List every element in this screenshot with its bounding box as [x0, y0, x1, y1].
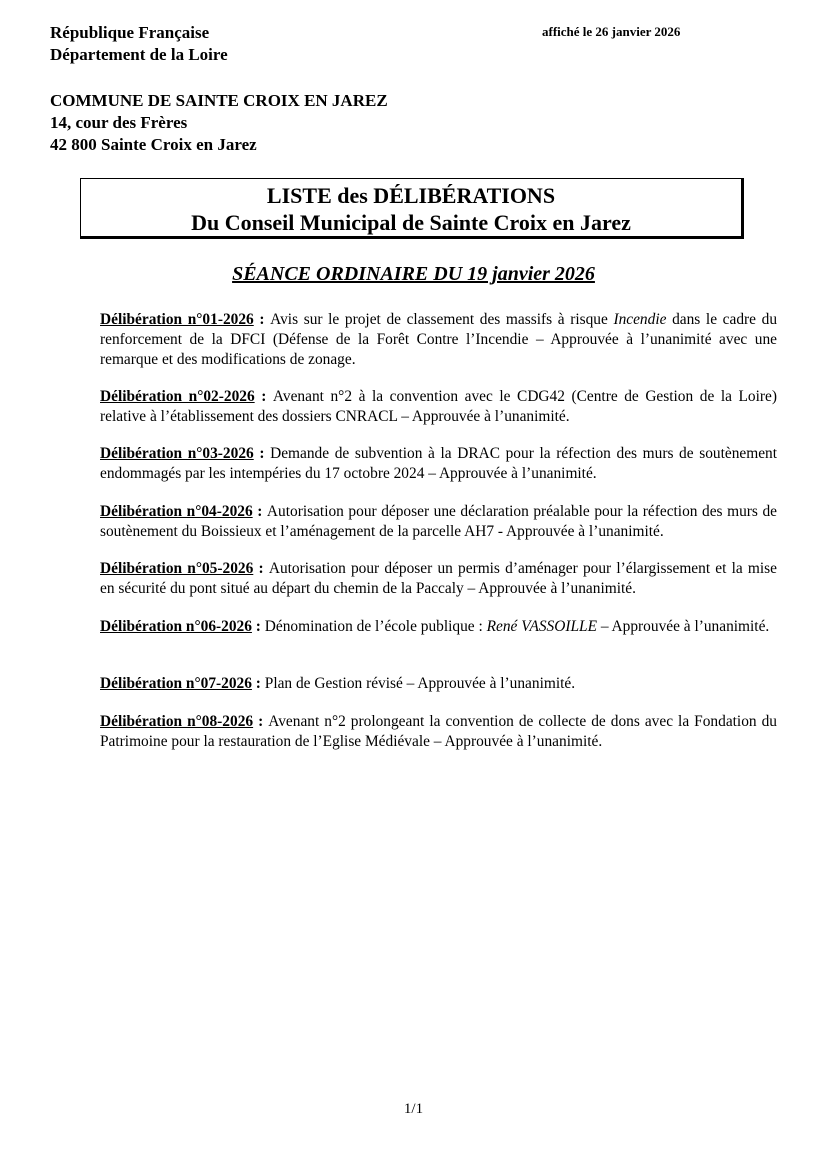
title-box — [80, 178, 744, 239]
deliberation-text-italic: Incendie — [613, 311, 667, 328]
deliberation-item: Délibération n°07-2026 : Plan de Gestion révisé – Approuvée à l’unanimité. — [100, 675, 576, 692]
header-line-republic: République Française — [50, 23, 210, 42]
deliberation-text: Plan de Gestion révisé – Approuvée à l’unanimité. — [264, 675, 576, 692]
deliberation-text: Avenant n°2 prolongeant la convention de collecte de dons avec la Fondation du Patrimoine pour la restauration de l’Eglise Médiévale – Approuvée à l’unanimité. — [100, 713, 777, 750]
deliberation-label: Délibération n°06-2026 — [100, 618, 252, 635]
deliberation-item: Délibération n°02-2026 : Avenant n°2 à la convention avec le CDG42 (Centre de Gestion de la Loire) relative à l’établissement des dossiers CNRACL – Approuvée à l’unanimité. — [100, 388, 777, 425]
posted-date: affiché le 26 janvier 2026 — [542, 24, 681, 39]
deliberation-item: Délibération n°01-2026 : Avis sur le projet de classement des massifs à risque Incendie dans le cadre du renforcement de la DFCI (Défense de la Forêt Contre l’Incendie – Approuvée à l’unanimité avec une remarque et des modifications de zonage. — [100, 311, 778, 368]
deliberation-item: Délibération n°08-2026 : Avenant n°2 prolongeant la convention de collecte de dons avec la Fondation du Patrimoine pour la restauration de l’Eglise Médiévale – Approuvée à l’unanimité. — [100, 713, 777, 750]
deliberation-text: Dénomination de l’école publique : — [264, 618, 487, 635]
deliberation-text: Autorisation pour déposer un permis d’aménager pour l’élargissement et la mise en sécurité du pont situé au départ du chemin de la Paccaly – Approuvée à l’unanimité. — [100, 560, 777, 597]
deliberation-text: Demande de subvention à la DRAC pour la réfection des murs de soutènement endommagés par les intempéries du 17 octobre 2024 – Approuvée à l’unanimité. — [100, 445, 777, 482]
deliberation-label: Délibération n°08-2026 — [100, 713, 254, 730]
page-number: 1/1 — [403, 1101, 424, 1117]
deliberation-item: Délibération n°05-2026 : Autorisation pour déposer un permis d’aménager pour l’élargissement et la mise en sécurité du pont situé au départ du chemin de la Paccaly – Approuvée à l’unanimité. — [100, 560, 777, 597]
deliberation-label: Délibération n°05-2026 — [100, 560, 254, 577]
deliberation-text-italic: René VASSOILLE — [486, 618, 598, 635]
deliberation-label: Délibération n°01-2026 — [100, 311, 254, 328]
deliberation-item: Délibération n°04-2026 : Autorisation pour déposer une déclaration préalable pour la réfection des murs de soutènement du Boissieux et l’aménagement de la parcelle AH7 - Approuvée à l’unanimité. — [100, 503, 777, 540]
deliberation-text: Avenant n°2 à la convention avec le CDG42 (Centre de Gestion de la Loire) relative à l’établissement des dossiers CNRACL – Approuvée à l’unanimité. — [100, 388, 777, 425]
session-heading: SÉANCE ORDINAIRE DU 19 janvier 2026 — [232, 263, 595, 285]
deliberation-label: Délibération n°04-2026 — [100, 503, 253, 520]
commune-city: 42 800 Sainte Croix en Jarez — [50, 135, 257, 154]
header-line-department: Département de la Loire — [50, 45, 228, 64]
deliberation-label: Délibération n°02-2026 — [100, 388, 255, 405]
deliberation-label: Délibération n°03-2026 — [100, 445, 254, 462]
commune-address — [50, 90, 388, 156]
title-line-1: LISTE des DÉLIBÉRATIONS — [266, 183, 556, 208]
title-line-2: Du Conseil Municipal de Sainte Croix en Jarez — [191, 210, 631, 235]
commune-name: COMMUNE DE SAINTE CROIX EN JAREZ — [50, 91, 388, 110]
deliberation-text: – Approuvée à l’unanimité. — [597, 618, 770, 635]
deliberation-text: dans le cadre du renforcement de la DFCI (Défense de la Forêt Contre l’Incendie – Approuvée à l’unanimité avec une remarque et des modifications de zonage. — [100, 311, 778, 368]
deliberation-text: Avis sur le projet de classement des massifs à risque — [270, 311, 614, 328]
commune-street: 14, cour des Frères — [50, 113, 188, 132]
deliberation-label: Délibération n°07-2026 — [100, 675, 252, 692]
header-republic — [50, 22, 228, 66]
deliberation-item: Délibération n°03-2026 : Demande de subvention à la DRAC pour la réfection des murs de soutènement endommagés par les intempéries du 17 octobre 2024 – Approuvée à l’unanimité. — [100, 445, 777, 482]
deliberation-text: Autorisation pour déposer une déclaration préalable pour la réfection des murs de soutènement du Boissieux et l’aménagement de la parcelle AH7 - Approuvée à l’unanimité. — [100, 503, 777, 540]
deliberation-item: Délibération n°06-2026 : Dénomination de l’école publique : René VASSOILLE – Approuvée à l’unanimité. — [100, 618, 770, 635]
